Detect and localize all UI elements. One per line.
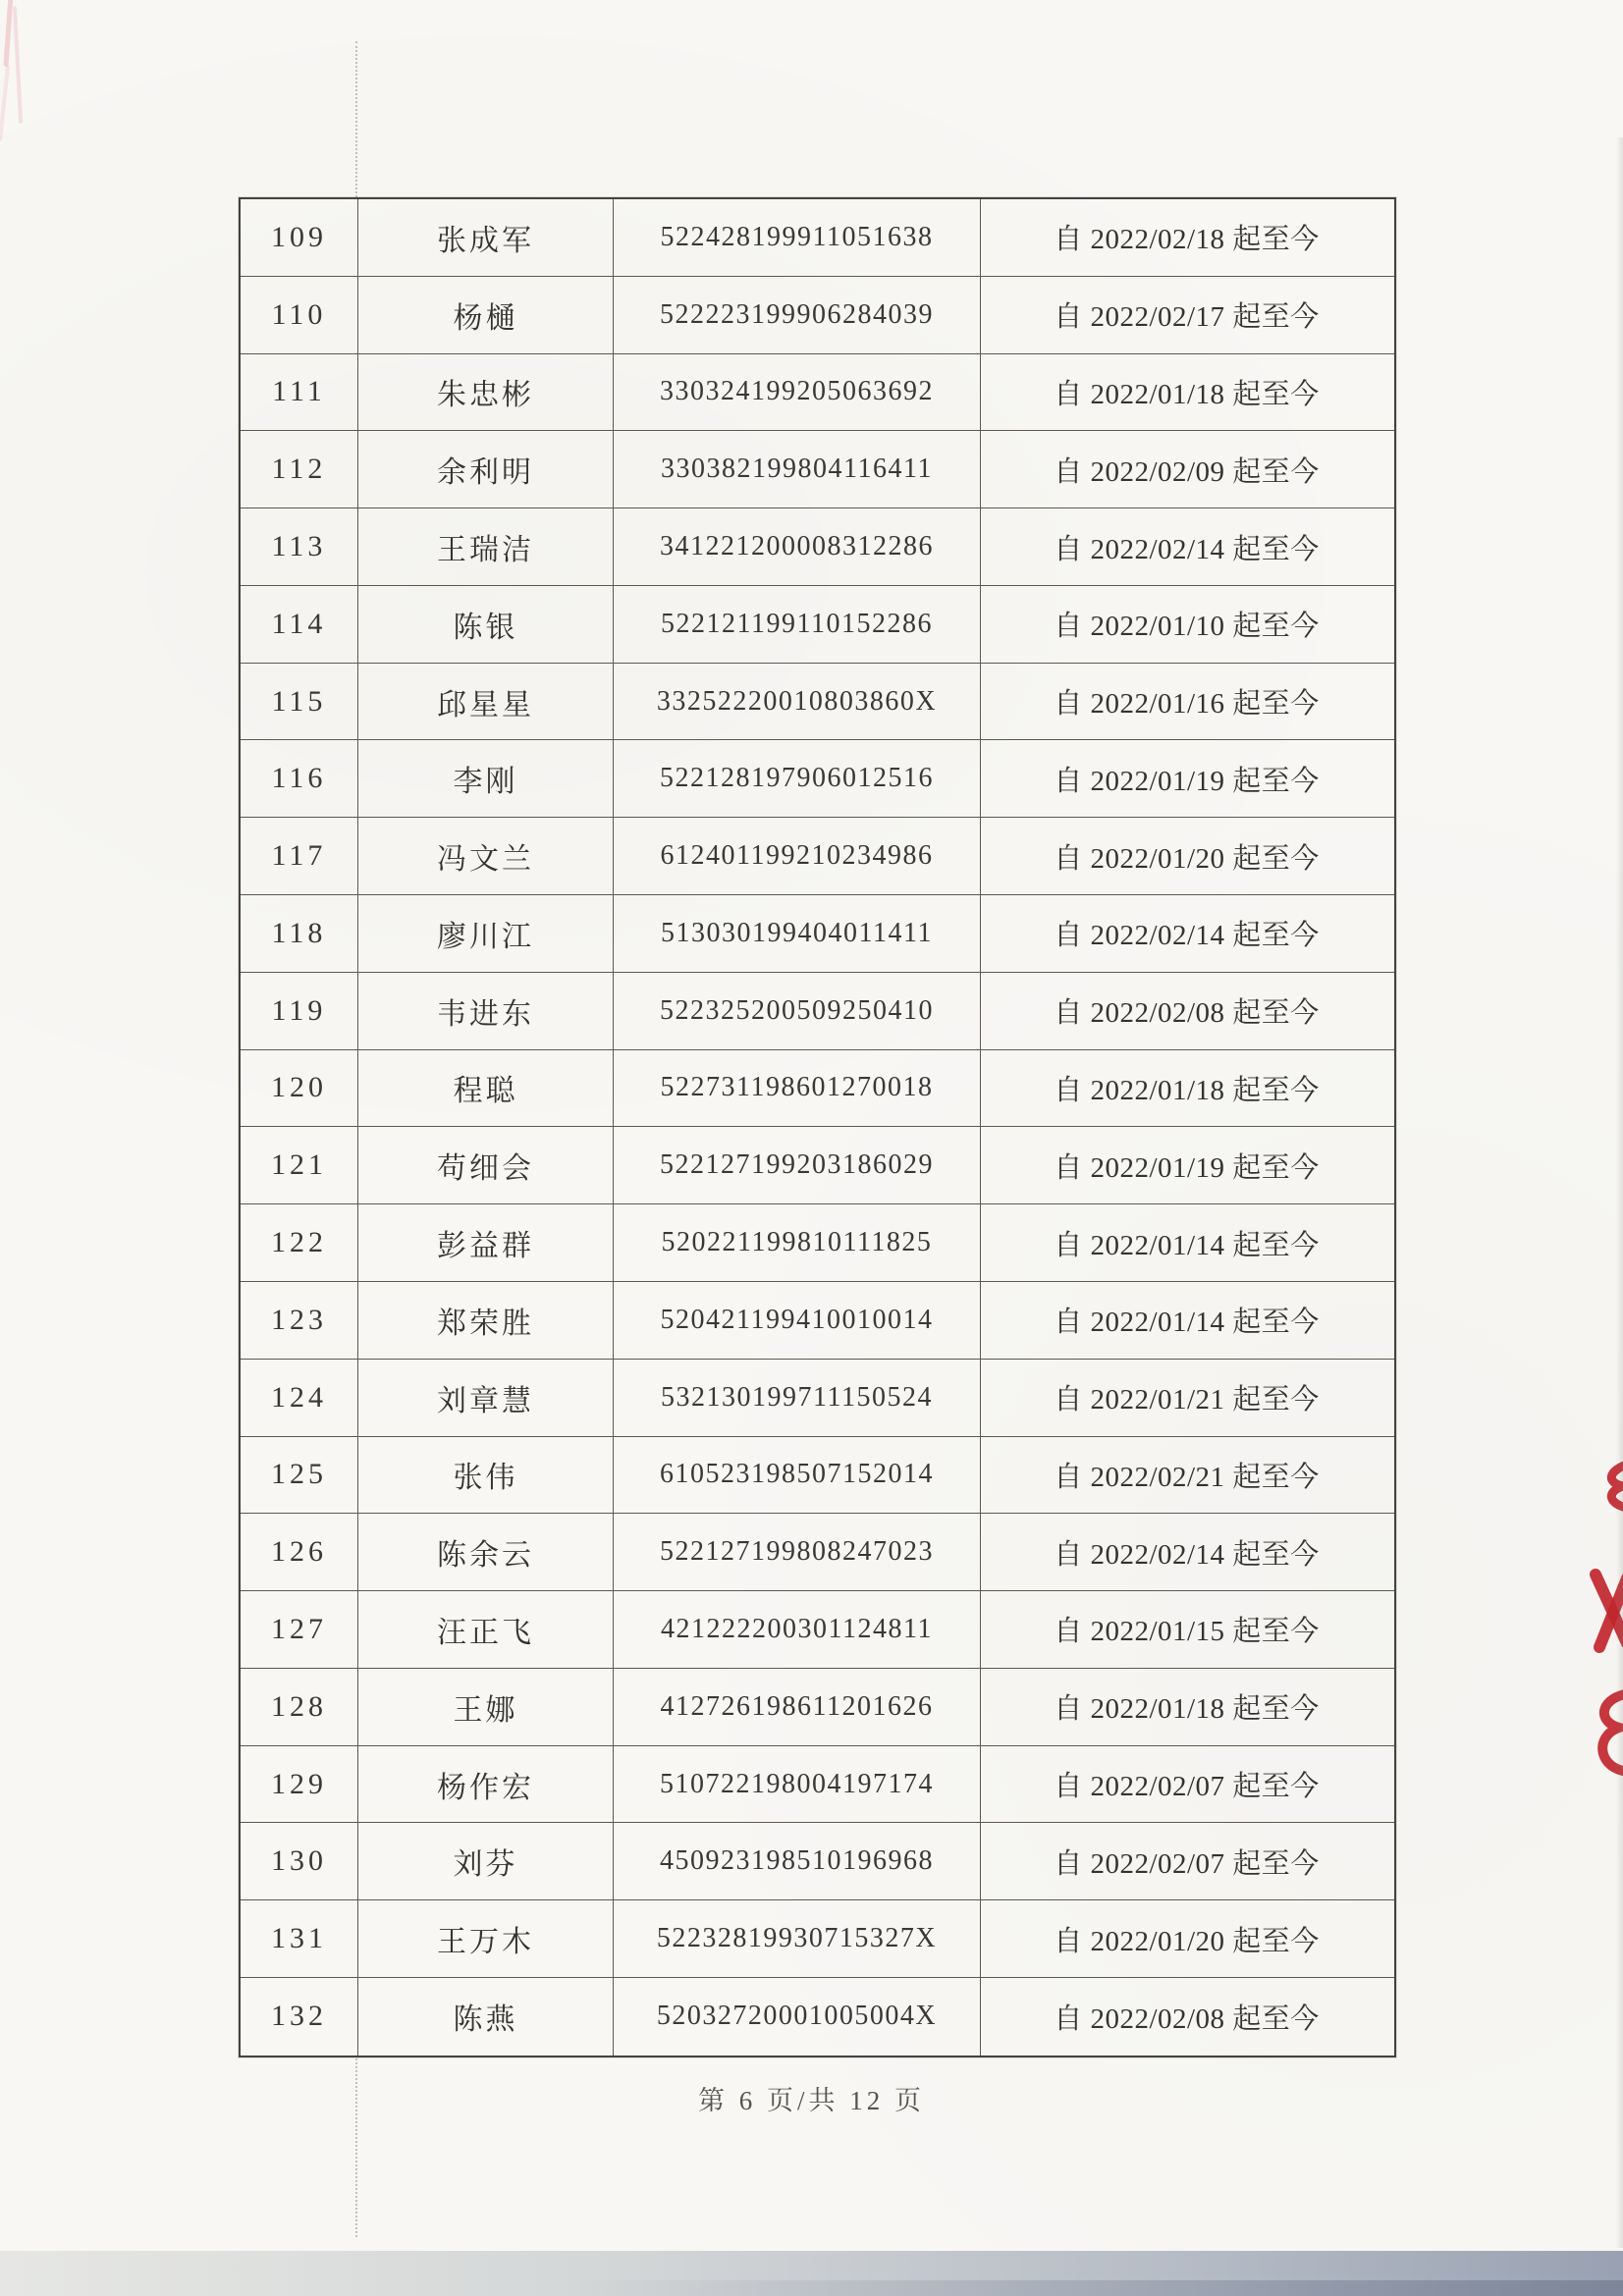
row-index-cell: 109 (241, 199, 358, 276)
period-cell: 自 2022/01/20 起至今 (1054, 1925, 1320, 1957)
scan-edge-shadow-right (1616, 137, 1623, 2248)
row-index-cell: 123 (241, 1282, 358, 1359)
table-row (241, 1746, 1394, 1824)
id-number-cell: 52032720001005004X (614, 1978, 981, 2056)
period-cell: 自 2022/02/14 起至今 (1054, 920, 1320, 952)
row-index-cell: 130 (241, 1823, 358, 1899)
table-row (241, 199, 1394, 277)
period-cell: 自 2022/01/18 起至今 (1054, 1693, 1320, 1726)
period-cell: 自 2022/02/14 起至今 (1054, 533, 1320, 565)
row-index-cell: 132 (241, 1978, 358, 2056)
id-number-cell: 520421199410010014 (614, 1282, 981, 1359)
table-row (241, 1437, 1394, 1515)
period-cell: 自 2022/02/08 起至今 (1054, 997, 1320, 1030)
row-index-cell: 131 (241, 1900, 358, 1977)
period-cell: 自 2022/01/10 起至今 (1054, 611, 1320, 643)
row-index-cell: 112 (241, 431, 358, 507)
id-number-cell: 52232819930715327X (614, 1900, 981, 1977)
id-number-cell: 522731198601270018 (614, 1050, 981, 1127)
table-row (241, 1204, 1394, 1282)
table-row (241, 740, 1394, 818)
name-cell: 王瑞洁 (358, 508, 614, 585)
table-row (241, 1669, 1394, 1746)
period-cell: 自 2022/02/17 起至今 (1054, 301, 1320, 334)
name-cell: 王万木 (358, 1900, 614, 1977)
name-cell: 刘章慧 (358, 1360, 614, 1436)
name-cell: 程聪 (358, 1050, 614, 1127)
id-number-cell: 522128197906012516 (614, 740, 981, 817)
period-cell: 自 2022/01/20 起至今 (1054, 842, 1320, 875)
table-row (241, 1514, 1394, 1591)
page-footer: 第 6 页/共 12 页 (697, 2086, 925, 2115)
name-cell: 郑荣胜 (358, 1282, 614, 1359)
name-cell: 余利明 (358, 431, 614, 507)
period-cell: 自 2022/01/16 起至今 (1054, 688, 1320, 721)
table-row (241, 1127, 1394, 1204)
name-cell: 杨作宏 (358, 1746, 614, 1823)
id-number-cell: 450923198510196968 (614, 1823, 981, 1899)
id-number-cell: 520221199810111825 (614, 1204, 981, 1281)
period-cell: 自 2022/01/15 起至今 (1054, 1616, 1320, 1648)
id-number-cell: 522127199203186029 (614, 1127, 981, 1203)
scan-edge-shadow-bottom (0, 2251, 1623, 2296)
id-number-cell: 341221200008312286 (614, 508, 981, 585)
id-number-cell: 532130199711150524 (614, 1360, 981, 1436)
table-row (241, 1050, 1394, 1128)
row-index-cell: 115 (241, 664, 358, 740)
table-row (241, 586, 1394, 664)
period-cell: 自 2022/02/21 起至今 (1054, 1461, 1320, 1493)
row-index-cell: 124 (241, 1360, 358, 1436)
period-cell: 自 2022/01/19 起至今 (1054, 1151, 1320, 1184)
period-cell: 自 2022/01/14 起至今 (1054, 1307, 1320, 1339)
period-cell: 自 2022/02/08 起至今 (1054, 2002, 1320, 2035)
id-number-cell: 522127199808247023 (614, 1514, 981, 1590)
table-row (241, 354, 1394, 432)
id-number-cell: 330324199205063692 (614, 354, 981, 431)
name-cell: 苟细会 (358, 1127, 614, 1203)
row-index-cell: 118 (241, 895, 358, 972)
table-row (241, 508, 1394, 586)
name-cell: 李刚 (358, 740, 614, 817)
table-row (241, 895, 1394, 973)
name-cell: 邱星星 (358, 664, 614, 740)
id-number-cell: 330382199804116411 (614, 431, 981, 507)
id-number-cell: 513030199404011411 (614, 895, 981, 972)
pink-scan-marks (0, 0, 59, 167)
row-index-cell: 116 (241, 740, 358, 817)
row-index-cell: 129 (241, 1746, 358, 1823)
row-index-cell: 110 (241, 277, 358, 353)
id-number-cell: 421222200301124811 (614, 1591, 981, 1668)
name-cell: 陈余云 (358, 1514, 614, 1590)
table-row (241, 1282, 1394, 1360)
id-number-cell: 522428199911051638 (614, 199, 981, 276)
table-row (241, 818, 1394, 895)
fold-line-top (355, 41, 357, 197)
period-cell: 自 2022/01/14 起至今 (1054, 1229, 1320, 1261)
row-index-cell: 113 (241, 508, 358, 585)
name-cell: 杨樋 (358, 277, 614, 353)
name-cell: 冯文兰 (358, 818, 614, 894)
row-index-cell: 128 (241, 1669, 358, 1745)
id-number-cell: 612401199210234986 (614, 818, 981, 894)
id-number-cell: 33252220010803860X (614, 664, 981, 740)
name-cell: 张伟 (358, 1437, 614, 1514)
name-cell: 汪正飞 (358, 1591, 614, 1668)
table-row (241, 1900, 1394, 1978)
id-number-cell: 610523198507152014 (614, 1437, 981, 1514)
period-cell: 自 2022/01/18 起至今 (1054, 1074, 1320, 1106)
row-index-cell: 125 (241, 1437, 358, 1514)
row-index-cell: 117 (241, 818, 358, 894)
row-index-cell: 111 (241, 354, 358, 431)
row-index-cell: 122 (241, 1204, 358, 1281)
name-cell: 陈燕 (358, 1978, 614, 2056)
row-index-cell: 114 (241, 586, 358, 663)
row-index-cell: 119 (241, 973, 358, 1049)
id-number-cell: 522325200509250410 (614, 973, 981, 1049)
table-row (241, 1591, 1394, 1669)
id-number-cell: 510722198004197174 (614, 1746, 981, 1823)
name-cell: 彭益群 (358, 1204, 614, 1281)
period-cell: 自 2022/02/18 起至今 (1054, 224, 1320, 256)
period-cell: 自 2022/02/07 起至今 (1054, 1847, 1320, 1880)
row-index-cell: 126 (241, 1514, 358, 1590)
period-cell: 自 2022/02/14 起至今 (1054, 1538, 1320, 1571)
name-cell: 廖川江 (358, 895, 614, 972)
table-row (241, 431, 1394, 508)
table-row (241, 664, 1394, 741)
period-cell: 自 2022/01/19 起至今 (1054, 765, 1320, 797)
id-number-cell: 522223199906284039 (614, 277, 981, 353)
period-cell: 自 2022/02/09 起至今 (1054, 455, 1320, 488)
roster-table (239, 197, 1396, 2057)
table-row (241, 1360, 1394, 1437)
table-row (241, 973, 1394, 1050)
name-cell: 朱忠彬 (358, 354, 614, 431)
row-index-cell: 120 (241, 1050, 358, 1127)
table-row (241, 1978, 1394, 2056)
table-row (241, 277, 1394, 354)
name-cell: 刘芬 (358, 1823, 614, 1899)
id-number-cell: 412726198611201626 (614, 1669, 981, 1745)
name-cell: 王娜 (358, 1669, 614, 1745)
name-cell: 张成军 (358, 199, 614, 276)
row-index-cell: 127 (241, 1591, 358, 1668)
table-row (241, 1823, 1394, 1900)
period-cell: 自 2022/01/21 起至今 (1054, 1384, 1320, 1416)
name-cell: 韦进东 (358, 973, 614, 1049)
period-cell: 自 2022/02/07 起至今 (1054, 1771, 1320, 1803)
name-cell: 陈银 (358, 586, 614, 663)
id-number-cell: 522121199110152286 (614, 586, 981, 663)
row-index-cell: 121 (241, 1127, 358, 1203)
period-cell: 自 2022/01/18 起至今 (1054, 378, 1320, 410)
